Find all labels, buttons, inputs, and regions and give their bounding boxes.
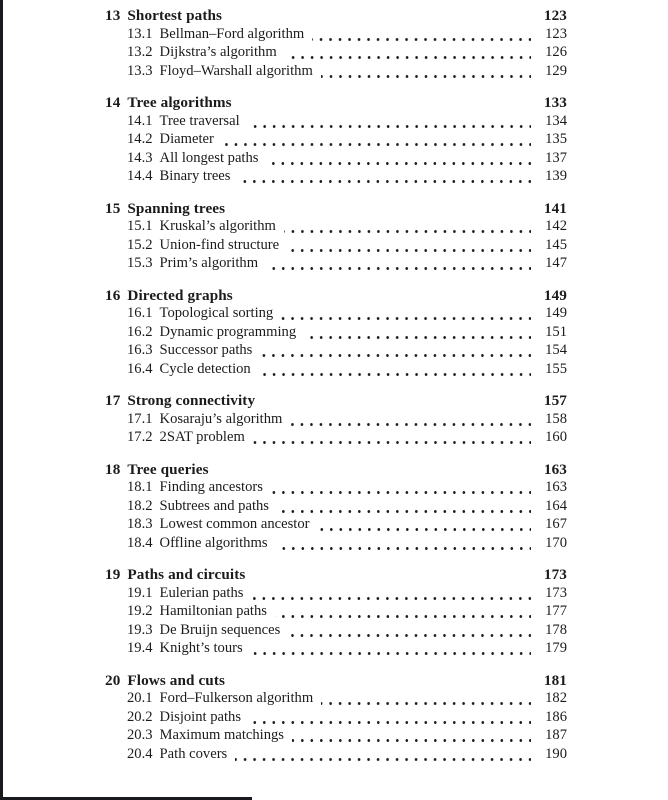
section-number: 14.3 xyxy=(127,149,153,166)
chapter-title: Tree algorithms xyxy=(127,94,232,111)
section-page-number: 123 xyxy=(545,25,567,42)
dot-leader xyxy=(285,44,531,63)
toc-chapter xyxy=(105,94,567,187)
section-title: Binary trees xyxy=(159,168,231,184)
toc-section-row[interactable] xyxy=(105,150,567,169)
toc xyxy=(105,7,567,764)
section-title: Kruskal’s algorithm xyxy=(159,218,276,234)
toc-section-row[interactable] xyxy=(105,690,567,709)
section-page-number: 160 xyxy=(545,429,567,445)
toc-section-row[interactable] xyxy=(105,131,567,150)
toc-section-row[interactable] xyxy=(105,305,567,324)
dot-leader xyxy=(304,324,531,343)
toc-section-row[interactable] xyxy=(105,255,567,274)
section-page-number: 186 xyxy=(545,708,567,725)
section-title: Topological sorting xyxy=(159,305,274,321)
section-page-number: 147 xyxy=(545,255,567,271)
section-title: Prim’s algorithm xyxy=(159,255,259,271)
toc-section-row[interactable] xyxy=(105,411,567,430)
chapter-page-number: 173 xyxy=(543,566,567,583)
section-title: Tree traversal xyxy=(159,112,240,129)
toc-chapter-row[interactable] xyxy=(105,7,567,26)
section-number: 16.4 xyxy=(127,360,153,377)
chapter-number: 14 xyxy=(105,94,121,111)
dot-leader xyxy=(259,361,531,380)
page-left-edge-border xyxy=(0,0,3,800)
toc-section-row[interactable] xyxy=(105,361,567,380)
chapter-sections xyxy=(105,411,567,448)
dot-leader xyxy=(222,131,531,150)
section-number: 19.2 xyxy=(127,603,153,619)
toc-section-row[interactable] xyxy=(105,622,567,641)
toc-section-row[interactable] xyxy=(105,44,567,63)
section-page-number: 151 xyxy=(545,323,567,340)
toc-section-row[interactable] xyxy=(105,113,567,132)
chapter-sections xyxy=(105,305,567,379)
section-number: 18.4 xyxy=(127,534,153,551)
section-title: Offline algorithms xyxy=(159,534,268,551)
section-page-number: 182 xyxy=(545,690,567,706)
dot-leader xyxy=(260,342,531,361)
dot-leader xyxy=(251,640,531,659)
dot-leader xyxy=(271,479,531,498)
section-number: 13.3 xyxy=(127,62,153,79)
chapter-number: 20 xyxy=(105,671,121,689)
toc-section-row[interactable] xyxy=(105,168,567,187)
toc-section-row[interactable] xyxy=(105,429,567,448)
section-page-number: 173 xyxy=(545,584,567,601)
section-title: Lowest common ancestor xyxy=(159,516,310,532)
section-number: 20.1 xyxy=(127,690,153,706)
toc-chapter-row[interactable] xyxy=(105,200,567,219)
toc-chapter xyxy=(105,287,567,380)
section-page-number: 155 xyxy=(545,360,567,377)
dot-leader xyxy=(318,516,532,535)
section-title: De Bruijn sequences xyxy=(159,621,281,638)
chapter-sections xyxy=(105,26,567,82)
toc-chapter xyxy=(105,672,567,765)
toc-section-row[interactable] xyxy=(105,26,567,45)
section-title: Dynamic programming xyxy=(159,323,297,340)
section-page-number: 190 xyxy=(545,745,567,762)
section-number: 18.3 xyxy=(127,516,153,532)
section-page-number: 126 xyxy=(545,44,567,60)
chapter-number: 18 xyxy=(105,460,121,478)
chapter-page-number: 163 xyxy=(543,460,567,478)
dot-leader xyxy=(312,26,531,45)
chapter-title: Tree queries xyxy=(127,460,209,478)
toc-chapter-row[interactable] xyxy=(105,392,567,411)
section-number: 19.3 xyxy=(127,621,153,638)
chapter-sections xyxy=(105,218,567,274)
dot-leader xyxy=(235,746,531,765)
section-page-number: 167 xyxy=(545,516,567,532)
section-number: 13.2 xyxy=(127,44,153,60)
dot-leader xyxy=(249,709,531,728)
section-number: 19.4 xyxy=(127,640,153,656)
section-number: 15.2 xyxy=(127,236,153,253)
dot-leader xyxy=(288,622,531,641)
dot-leader xyxy=(266,150,531,169)
chapter-title: Spanning trees xyxy=(127,199,226,217)
toc-chapter-row[interactable] xyxy=(105,287,567,306)
toc-chapter-row[interactable] xyxy=(105,94,567,113)
toc-section-row[interactable] xyxy=(105,237,567,256)
section-page-number: 187 xyxy=(545,727,567,743)
toc-chapter xyxy=(105,200,567,274)
dot-leader xyxy=(238,168,531,187)
section-number: 15.1 xyxy=(127,218,153,234)
section-page-number: 129 xyxy=(545,62,567,79)
toc-section-row[interactable] xyxy=(105,640,567,659)
dot-leader xyxy=(248,113,531,132)
section-number: 16.3 xyxy=(127,342,153,358)
toc-section-row[interactable] xyxy=(105,746,567,765)
section-page-number: 137 xyxy=(545,149,567,166)
section-title: All longest paths xyxy=(159,149,259,166)
chapter-page-number: 149 xyxy=(543,286,567,304)
toc-section-row[interactable] xyxy=(105,63,567,82)
chapter-number: 16 xyxy=(105,286,121,304)
dot-leader xyxy=(321,690,531,709)
section-page-number: 177 xyxy=(545,603,567,619)
chapter-number: 15 xyxy=(105,199,121,217)
section-title: Path covers xyxy=(159,745,228,762)
section-number: 13.1 xyxy=(127,25,153,42)
chapter-sections xyxy=(105,585,567,659)
toc-chapter xyxy=(105,392,567,448)
section-page-number: 164 xyxy=(545,497,567,514)
toc-chapter-row[interactable] xyxy=(105,672,567,691)
chapter-title: Shortest paths xyxy=(127,7,223,24)
section-number: 18.1 xyxy=(127,479,153,495)
chapter-sections xyxy=(105,479,567,553)
dot-leader xyxy=(292,727,531,746)
section-page-number: 170 xyxy=(545,534,567,551)
section-title: Eulerian paths xyxy=(159,584,244,601)
chapter-sections xyxy=(105,113,567,187)
section-page-number: 142 xyxy=(545,218,567,234)
toc-section-row[interactable] xyxy=(105,498,567,517)
section-title: Bellman–Ford algorithm xyxy=(159,25,305,42)
section-title: Diameter xyxy=(159,131,214,147)
section-number: 20.2 xyxy=(127,708,153,725)
chapter-title: Strong connectivity xyxy=(127,392,256,409)
toc-section-row[interactable] xyxy=(105,218,567,237)
section-page-number: 154 xyxy=(545,342,567,358)
chapter-page-number: 141 xyxy=(543,199,567,217)
section-number: 20.3 xyxy=(127,727,153,743)
section-title: Floyd–Warshall algorithm xyxy=(159,62,313,79)
dot-leader xyxy=(284,218,531,237)
dot-leader xyxy=(277,498,531,517)
section-title: Union-find structure xyxy=(159,236,280,253)
dot-leader xyxy=(251,585,531,604)
dot-leader xyxy=(287,237,531,256)
dot-leader xyxy=(266,255,531,274)
section-number: 14.2 xyxy=(127,131,153,147)
section-title: Successor paths xyxy=(159,342,253,358)
section-number: 15.3 xyxy=(127,255,153,271)
section-title: Knight’s tours xyxy=(159,640,243,656)
chapter-page-number: 181 xyxy=(543,671,567,689)
toc-section-row[interactable] xyxy=(105,342,567,361)
toc-section-row[interactable] xyxy=(105,516,567,535)
chapter-title: Directed graphs xyxy=(127,286,233,304)
section-title: 2SAT problem xyxy=(159,429,245,445)
toc-chapter-row[interactable] xyxy=(105,566,567,585)
toc-section-row[interactable] xyxy=(105,479,567,498)
section-page-number: 139 xyxy=(545,168,567,184)
toc-section-row[interactable] xyxy=(105,324,567,343)
section-page-number: 179 xyxy=(545,640,567,656)
section-page-number: 178 xyxy=(545,621,567,638)
section-page-number: 149 xyxy=(545,305,567,321)
section-page-number: 163 xyxy=(545,479,567,495)
toc-chapter-row[interactable] xyxy=(105,461,567,480)
toc-section-row[interactable] xyxy=(105,603,567,622)
toc-chapter xyxy=(105,461,567,554)
section-number: 16.1 xyxy=(127,305,153,321)
section-number: 20.4 xyxy=(127,745,153,762)
chapter-number: 13 xyxy=(105,7,121,24)
section-number: 14.4 xyxy=(127,168,153,184)
section-page-number: 134 xyxy=(545,112,567,129)
section-page-number: 145 xyxy=(545,236,567,253)
toc-section-row[interactable] xyxy=(105,709,567,728)
section-number: 16.2 xyxy=(127,323,153,340)
section-number: 18.2 xyxy=(127,497,153,514)
section-title: Kosaraju’s algorithm xyxy=(159,410,283,427)
toc-section-row[interactable] xyxy=(105,727,567,746)
section-title: Hamiltonian paths xyxy=(159,603,267,619)
section-number: 19.1 xyxy=(127,584,153,601)
toc-section-row[interactable] xyxy=(105,535,567,554)
dot-leader xyxy=(253,429,531,448)
chapter-title: Flows and cuts xyxy=(127,671,225,689)
chapter-page-number: 123 xyxy=(543,7,567,24)
dot-leader xyxy=(276,535,532,554)
section-number: 17.2 xyxy=(127,429,153,445)
chapter-page-number: 133 xyxy=(543,94,567,111)
dot-leader xyxy=(275,603,531,622)
toc-chapter xyxy=(105,566,567,659)
section-number: 17.1 xyxy=(127,410,153,427)
section-page-number: 135 xyxy=(545,131,567,147)
section-number: 14.1 xyxy=(127,112,153,129)
section-title: Cycle detection xyxy=(159,360,251,377)
chapter-number: 17 xyxy=(105,392,121,409)
toc-chapter xyxy=(105,7,567,81)
section-title: Disjoint paths xyxy=(159,708,242,725)
chapter-sections xyxy=(105,690,567,764)
dot-leader xyxy=(281,305,531,324)
section-title: Subtrees and paths xyxy=(159,497,269,514)
chapter-title: Paths and circuits xyxy=(127,566,246,583)
section-title: Finding ancestors xyxy=(159,479,263,495)
section-title: Ford–Fulkerson algorithm xyxy=(159,690,314,706)
section-title: Maximum matchings xyxy=(159,727,284,743)
dot-leader xyxy=(321,63,531,82)
section-title: Dijkstra’s algorithm xyxy=(159,44,277,60)
chapter-number: 19 xyxy=(105,566,121,583)
toc-section-row[interactable] xyxy=(105,585,567,604)
section-page-number: 158 xyxy=(545,410,567,427)
chapter-page-number: 157 xyxy=(543,392,567,409)
dot-leader xyxy=(290,411,531,430)
